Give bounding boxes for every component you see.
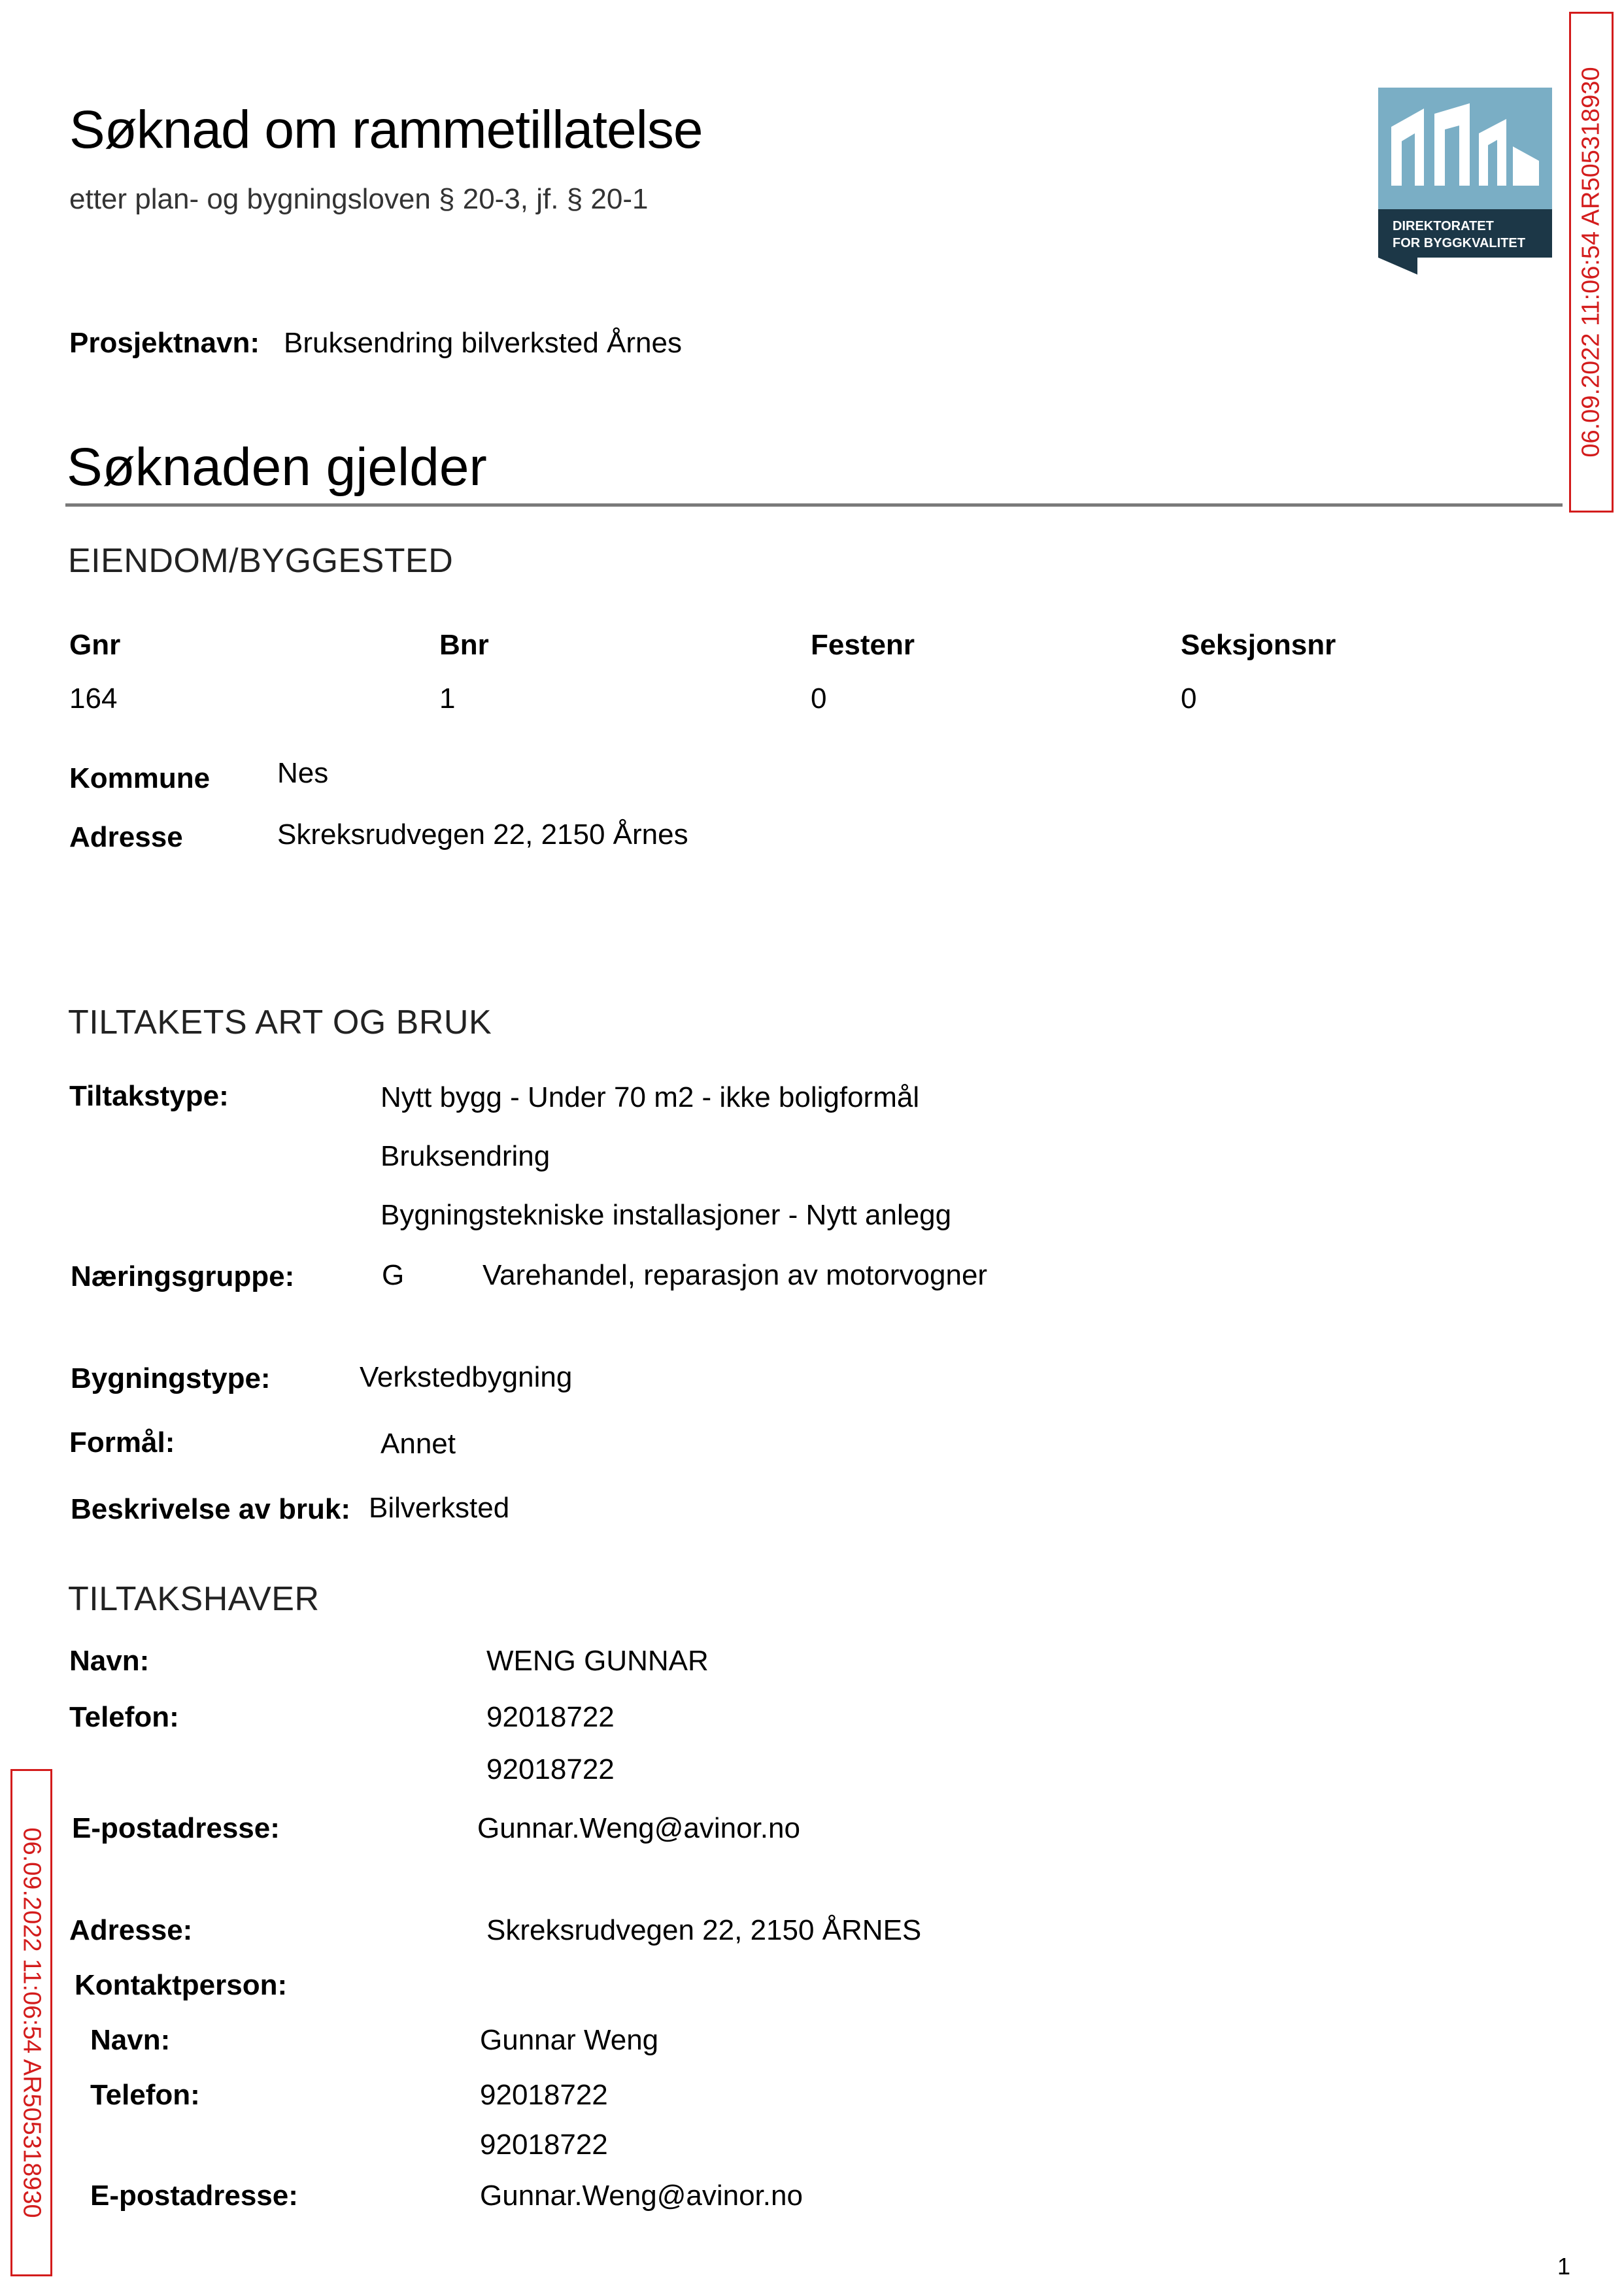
beskrivelse-value: Bilverksted (369, 1492, 510, 1524)
bnr-value: 1 (439, 683, 456, 715)
seksjonsnr-value: 0 (1181, 683, 1197, 715)
stamp-text: 06.09.2022 11:06:54 AR505318930 (1577, 67, 1605, 458)
navn-label: Navn: (69, 1645, 150, 1677)
telefon-value: 92018722 (486, 1753, 615, 1785)
telefon-label: Telefon: (69, 1701, 179, 1733)
kommune-value: Nes (277, 757, 329, 789)
registration-stamp-top (1569, 12, 1614, 513)
kontakt-epost-value: Gunnar.Weng@avinor.no (480, 2180, 803, 2212)
kontakt-telefon-value: 92018722 (480, 2129, 608, 2161)
naeringsgruppe-code: G (382, 1259, 405, 1291)
kontakt-telefon-label: Telefon: (90, 2079, 200, 2111)
adresse-label: Adresse (69, 821, 183, 853)
kontakt-navn-label: Navn: (90, 2024, 171, 2056)
stamp-text: 06.09.2022 11:06:54 AR505318930 (18, 1827, 46, 2218)
prosjektnavn-label: Prosjektnavn: (69, 327, 260, 359)
heading-rule (65, 503, 1563, 507)
kontakt-telefon-value: 92018722 (480, 2079, 608, 2111)
section-heading: Søknaden gjelder (67, 437, 487, 497)
formal-value: Annet (381, 1428, 456, 1460)
kontaktperson-label: Kontaktperson: (75, 1969, 288, 2001)
gnr-value: 164 (69, 683, 118, 715)
prosjektnavn-value: Bruksendring bilverksted Årnes (284, 327, 682, 359)
registration-stamp-left (10, 1769, 52, 2276)
bnr-header: Bnr (439, 629, 489, 661)
epost-value: Gunnar.Weng@avinor.no (477, 1812, 800, 1844)
gnr-header: Gnr (69, 629, 121, 661)
dibk-logo (1378, 88, 1552, 275)
seksjonsnr-header: Seksjonsnr (1181, 629, 1336, 661)
tiltakstype-item: Nytt bygg - Under 70 m2 - ikke boligformål (381, 1081, 920, 1113)
festenr-value: 0 (811, 683, 827, 715)
kontakt-epost-label: E-postadresse: (90, 2180, 298, 2212)
tiltakstype-label: Tiltakstype: (69, 1080, 229, 1112)
naeringsgruppe-label: Næringsgruppe: (71, 1260, 295, 1292)
telefon-value: 92018722 (486, 1701, 615, 1733)
beskrivelse-label: Beskrivelse av bruk: (71, 1493, 351, 1525)
document-subtitle: etter plan- og bygningsloven § 20-3, jf. § 20-1 (69, 183, 649, 215)
formal-label: Formål: (69, 1426, 175, 1459)
navn-value: WENG GUNNAR (486, 1645, 709, 1677)
kontakt-navn-value: Gunnar Weng (480, 2024, 659, 2056)
tiltakstype-item: Bruksendring (381, 1140, 550, 1172)
bygningstype-value: Verkstedbygning (360, 1361, 573, 1393)
adresse-value: Skreksrudvegen 22, 2150 Årnes (277, 818, 688, 851)
kommune-label: Kommune (69, 762, 211, 794)
adresse-label: Adresse: (69, 1914, 193, 1946)
document-title: Søknad om rammetillatelse (69, 100, 703, 160)
eiendom-title: EIENDOM/BYGGESTED (68, 542, 454, 580)
bygningstype-label: Bygningstype: (71, 1362, 271, 1394)
epost-label: E-postadresse: (72, 1812, 280, 1844)
logo-text-line2: FOR BYGGKVALITET (1393, 236, 1525, 250)
page-number: 1 (1557, 2253, 1571, 2280)
tiltakstype-item: Bygningstekniske installasjoner - Nytt anlegg (381, 1199, 952, 1231)
logo-text-line1: DIREKTORATET (1393, 219, 1494, 233)
festenr-header: Festenr (811, 629, 915, 661)
tiltak-title: TILTAKETS ART OG BRUK (68, 1004, 492, 1041)
adresse-value: Skreksrudvegen 22, 2150 ÅRNES (486, 1914, 922, 1946)
tiltakshaver-title: TILTAKSHAVER (68, 1580, 320, 1618)
naeringsgruppe-value: Varehandel, reparasjon av motorvogner (482, 1259, 988, 1291)
